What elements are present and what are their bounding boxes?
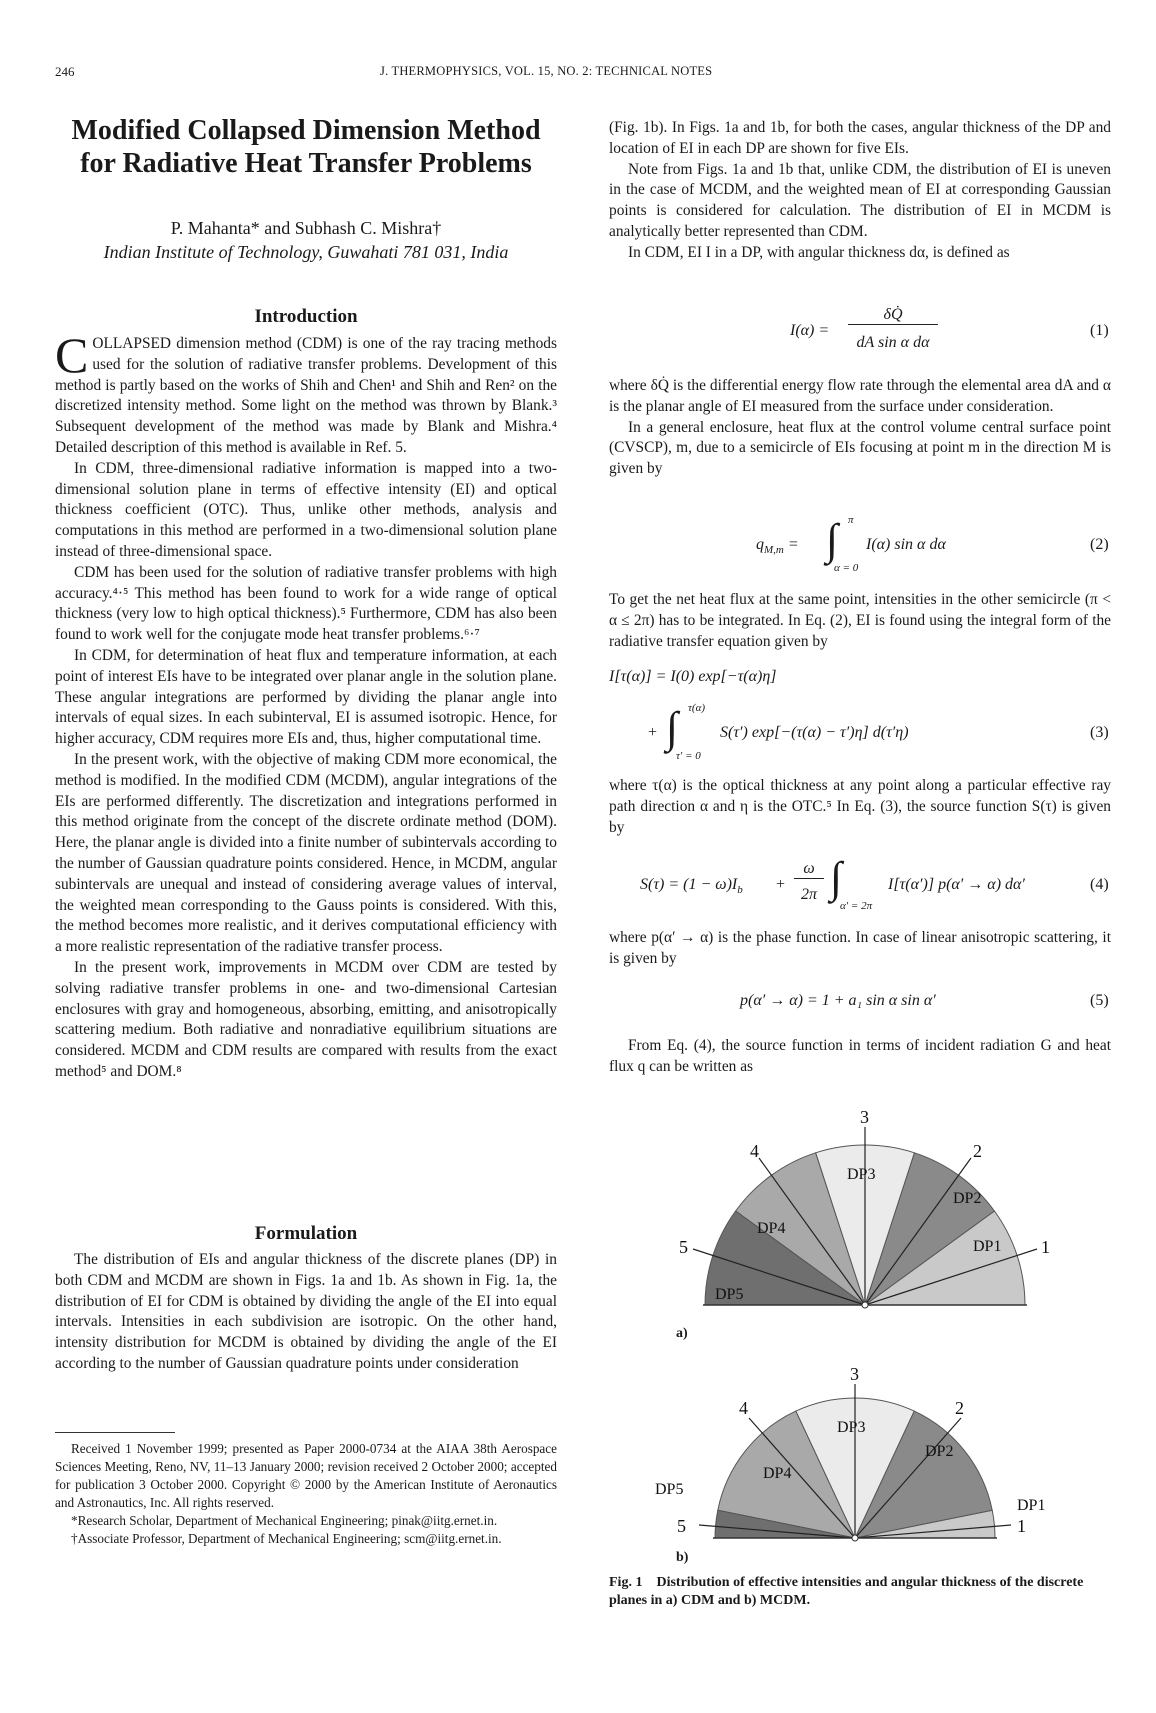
right-text-block-1 (609, 118, 1111, 264)
intro-paragraph-text: OLLAPSED dimension method (CDM) is one of the ray tracing methods used for the solution of radiative transfer problems. Development of this method is partly based on the works of Shih and Chen¹ and Shih and Ren² on the discretized intensity method. Some light on the method was thrown by Blank.³ Subsequent development of the method was made by Blank and Mishra.⁴ Detailed description of this method is available in Ref. 5. (55, 335, 557, 456)
authors: P. Mahanta* and Subhash C. Mishra† (170, 218, 442, 238)
formulation-paragraph: The distribution of EIs and angular thickness of the discrete planes (DP) in both CDM and MCDM are shown in Figs. 1a and 1b. As shown in Fig. 1a, the distribution of EI for CDM is obtained by dividing the angle of the EI into equal intervals. Intensities in each subdivision are isotropic. On the other hand, intensity distribution for MCDM is obtained by dividing the angle of the EI according to the number of Gaussian quadrature points under consideration (55, 1251, 557, 1372)
eq3-line1: I[τ(α)] = I(0) exp[−τ(α)η] (609, 668, 777, 685)
fig1b-plane-label: DP5 (655, 1481, 684, 1498)
eq4-subscript: b (737, 884, 743, 897)
eq2-equals: = (783, 536, 799, 553)
fig1b-ray-label: 5 (677, 1516, 686, 1536)
right-paragraph: From Eq. (4), the source function in terms of incident radiation G and heat flux q can be written as (609, 1037, 1111, 1075)
eq3-integrand: S(τ′) exp[−(τ(α) − τ′)η] d(τ′η) (720, 724, 909, 741)
eq4-number: (4) (1090, 876, 1109, 893)
eq1-number: (1) (1090, 322, 1109, 339)
fig1b-focus-point (852, 1535, 858, 1541)
right-paragraph: where p(α′ → α) is the phase function. In case of linear anisotropic scattering, it is given by (609, 929, 1111, 967)
eq2-integral-sign: ∫ (826, 515, 839, 564)
eq2-lhs (756, 536, 799, 556)
footnote-received: Received 1 November 1999; presented as Paper 2000-0734 at the AIAA 38th Aerospace Sciences Meeting, Reno, NV, 11–13 January 2000; revision received 2 October 2000; accepted for publication 3 October 2000. Copyright © 2000 by the American Institute of Aeronautics and Astronautics, Inc. All rights reserved. (55, 1441, 557, 1510)
eq4-fraction-denominator: 2π (800, 886, 817, 903)
fig1a-ray-label: 2 (973, 1141, 982, 1161)
eq5-number: (5) (1090, 992, 1109, 1009)
right-text-block-6 (609, 1036, 1111, 1078)
eq4-fraction-numerator: ω (794, 860, 824, 879)
eq2-upper-limit: π (848, 514, 854, 526)
fig1b-plane-label: DP4 (763, 1465, 792, 1482)
right-text-block-3 (609, 590, 1111, 652)
right-paragraph: where δQ̇ is the differential energy flow rate through the elemental area dA and α is the planar angle of EI measured from the surface under consideration. (609, 377, 1111, 415)
fig1a-plane-label: DP4 (757, 1220, 786, 1237)
eq4-integrand: I[τ(α′)] p(α′ → α) dα′ (888, 876, 1025, 893)
right-paragraph: In CDM, EI I in a DP, with angular thickness dα, is defined as (628, 243, 1010, 261)
eq2-q: q (756, 536, 764, 553)
section-heading-introduction: Introduction (254, 306, 358, 327)
fig1b-plane-label: DP3 (837, 1419, 866, 1436)
eq3-upper-limit: τ(α) (688, 702, 706, 714)
fig1b-ray-label: 2 (955, 1398, 964, 1418)
footnote-author2: †Associate Professor, Department of Mechanical Engineering; scm@iitg.ernet.in. (71, 1531, 502, 1546)
running-head: J. THERMOPHYSICS, VOL. 15, NO. 2: TECHNICAL NOTES (380, 64, 713, 78)
paper-title: Modified Collapsed Dimension Method for Radiative Heat Transfer Problems (71, 115, 541, 179)
figure-caption (609, 1574, 1111, 1610)
intro-paragraph: In CDM, for determination of heat flux and temperature information, at each point of interest EIs have to be integrated over planar angle in the solution plane. These angular integrations are performed by dividing the planar angle into intervals of equal sizes. In each subinterval, EI is assumed isotropic. Hence, for higher accuracy, CDM requires more EIs and, thus, higher computational time. (55, 646, 557, 748)
page-number: 246 (55, 64, 75, 79)
fig1b-ray-label: 1 (1017, 1516, 1026, 1536)
right-paragraph: Note from Figs. 1a and 1b that, unlike CDM, the distribution of EI is uneven in the case of MCDM, and the weighted mean of EI at corresponding Gaussian points is considered for calculation. The distribution of EI in MCDM is analytically better represented than CDM. (609, 160, 1111, 240)
intro-paragraph: In the present work, improvements in MCDM over CDM are tested by solving radiative transfer problems in one- and two-dimensional Cartesian enclosures with gray and homogeneous, absorbing, emitting, and anisotropically scattering medium. Both radiative and nonradiative equilibrium situations are considered. MCDM and CDM results are compared with results from the exact method⁵ and DOM.⁸ (55, 958, 557, 1080)
footnote-rule (55, 1432, 175, 1433)
fig1a-ray-label: 1 (1041, 1237, 1050, 1257)
eq3-lower-limit: τ′ = 0 (676, 750, 701, 762)
fig1a-plane-label: DP3 (847, 1166, 876, 1183)
affiliation: Indian Institute of Technology, Guwahati 781 031, India (103, 242, 509, 262)
fig1b-ray-label: 4 (739, 1398, 748, 1418)
fig1a-ray-label: 5 (679, 1237, 688, 1257)
formulation-body (55, 1250, 557, 1375)
footnotes (55, 1440, 557, 1548)
figure-1b-label: b) (676, 1550, 689, 1565)
right-text-block-2 (609, 376, 1111, 480)
eq1-denominator: dA sin α dα (856, 334, 930, 351)
intro-paragraph: In CDM, three-dimensional radiative information is mapped into a two-dimensional solution plane in terms of effective intensity (EI) and optical thickness coefficient (OTC). Thus, unlike other methods, analysis and computations in this method are performed in a two-dimensional solution plane instead of three-dimensional space. (55, 459, 557, 560)
fig1a-plane-label: DP1 (973, 1238, 1002, 1255)
intro-paragraph: CDM has been used for the solution of radiative transfer problems with high accuracy.⁴·⁵ This method has been found to work for a wide range of optical thickness (very low to high optical thickness).⁵ Furthermore, CDM has also been found to work well for the conjugate mode heat transfer problems.⁶·⁷ (55, 563, 557, 644)
eq2-number: (2) (1090, 536, 1109, 553)
eq2-lower-limit: α = 0 (834, 562, 859, 574)
eq4-lhs (640, 876, 743, 896)
eq1-numerator: δQ̇ (848, 306, 938, 325)
section-heading-formulation: Formulation (254, 1223, 358, 1244)
fig1a-focus-point (862, 1302, 868, 1308)
figure-caption-text: Distribution of effective intensities and angular thickness of the discrete planes in a) CDM and b) MCDM. (609, 1575, 1084, 1608)
figure-caption-label: Fig. 1 (609, 1575, 643, 1590)
fig1a-ray-label: 4 (750, 1141, 759, 1161)
fig1b-plane-label: DP1 (1017, 1497, 1046, 1514)
fig1b-plane-label: DP2 (925, 1443, 954, 1460)
figure-1a-label: a) (676, 1326, 688, 1341)
eq3-number: (3) (1090, 724, 1109, 741)
right-text-block-5 (609, 928, 1111, 970)
eq2-subscript: M,m (764, 544, 784, 557)
right-text-block-4 (609, 776, 1111, 838)
right-paragraph: (Fig. 1b). In Figs. 1a and 1b, for both the cases, angular thickness of the DP and location of EI in each DP are shown for five EIs. (609, 119, 1111, 157)
eq4-integral-sign: ∫ (830, 853, 843, 902)
eq4-lower-limit: α′ = 2π (840, 900, 873, 912)
intro-paragraph: In the present work, with the objective of making CDM more economical, the method is modified. In the modified CDM (MCDM), angular integrations of the EIs are performed differently. The discretization and integrations performed in this method originate from the concept of the discrete ordinate method (DOM). Here, the planar angle is divided into a finite number of subintervals according to the number of Gaussian quadrature points considered. Hence, in MCDM, angular subintervals are unequal and instead of considering average values of interval, the weighted mean corresponding to the Gauss points is considered. With this, the method becomes more realistic, and it derives computational efficiency with a more realistic representation of the radiative transfer process. (55, 750, 557, 956)
fig1a-plane-label: DP2 (953, 1190, 982, 1207)
figure-1b-mcdm-diagram (655, 1358, 1075, 1548)
intro-paragraph (55, 327, 557, 459)
eq4-plus: + (776, 876, 786, 893)
footnote-author1: *Research Scholar, Department of Mechanical Engineering; pinak@iitg.ernet.in. (71, 1513, 498, 1528)
fig1a-ray-label: 3 (860, 1107, 869, 1127)
eq4-lhs-text: S(τ) = (1 − ω)I (640, 876, 738, 893)
fig1b-ray-label: 3 (850, 1364, 859, 1384)
eq3-integral-sign: ∫ (666, 703, 679, 752)
drop-cap: C (55, 327, 89, 383)
eq3-plus: + (648, 724, 658, 741)
eq1-lhs: I(α) = (790, 322, 830, 339)
figure-1a-cdm-diagram (655, 1105, 1075, 1320)
introduction-body (55, 327, 557, 1083)
fig1a-plane-label: DP5 (715, 1286, 744, 1303)
eq5: p(α′ → α) = 1 + a₁ sin α sin α′ (740, 992, 936, 1009)
right-paragraph: where τ(α) is the optical thickness at any point along a particular effective ray path direction α and η is the OTC.⁵ In Eq. (3), the source function S(τ) is given by (609, 777, 1111, 836)
right-paragraph: In a general enclosure, heat flux at the control volume central surface point (CVSCP), m, due to a semicircle of EIs focusing at point m in the direction M is given by (609, 418, 1111, 478)
right-paragraph: To get the net heat flux at the same point, intensities in the other semicircle (π < α ≤ 2π) has to be integrated. In Eq. (2), EI is found using the integral form of the radiative transfer equation given by (609, 591, 1111, 650)
eq2-integrand: I(α) sin α dα (866, 536, 946, 553)
